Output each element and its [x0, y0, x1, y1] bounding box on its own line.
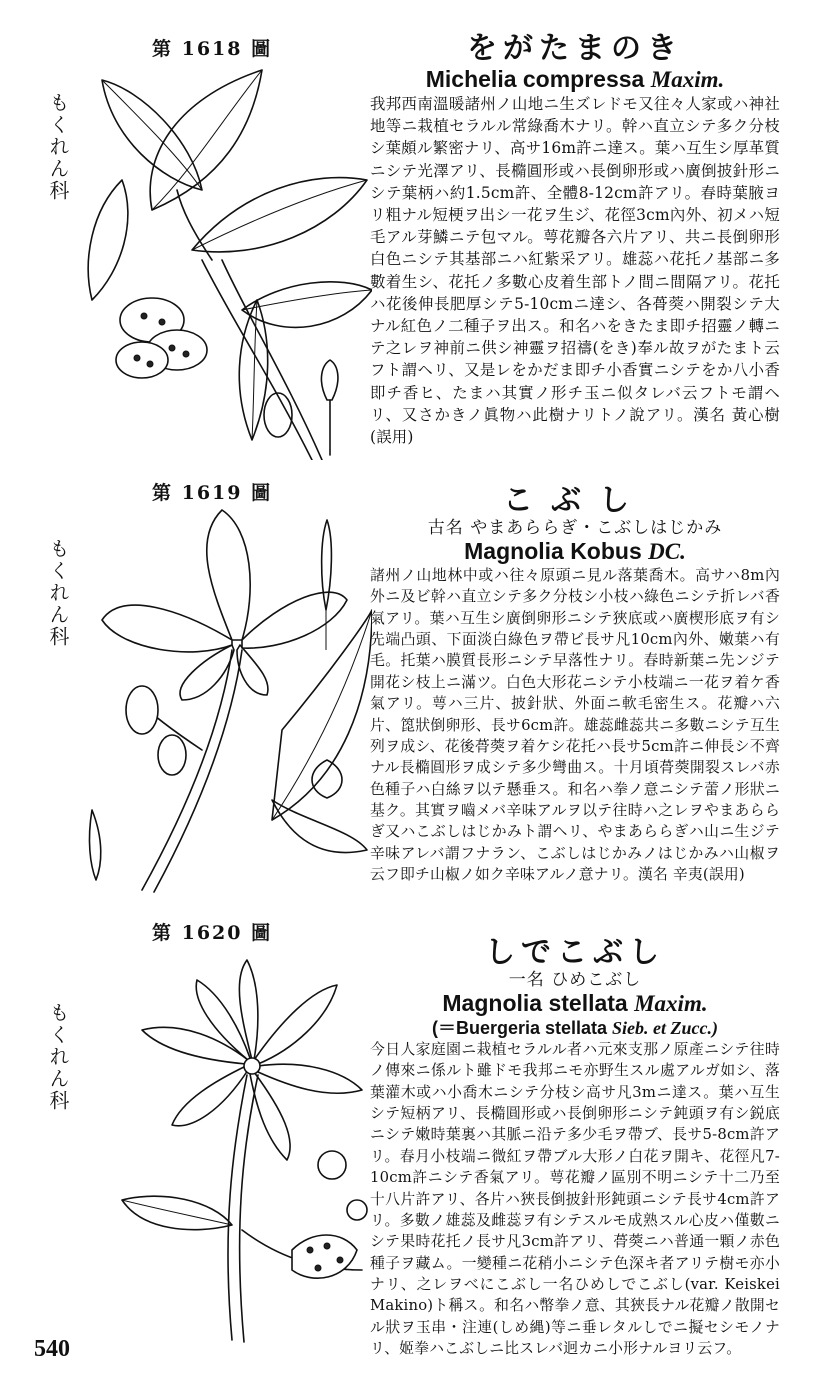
latin-genus-species: Magnolia Kobus [464, 538, 642, 564]
latin-name [370, 66, 780, 93]
alternate-name: 一名 ひめこぶし [508, 970, 642, 990]
branch-drawing [137, 650, 242, 892]
japanese-name: こぶし [503, 483, 647, 518]
branch-drawing [177, 190, 322, 460]
star-flower-drawing [142, 960, 362, 1160]
illustration-magnolia-kobus [82, 500, 372, 895]
flower-bud-detail-drawing [264, 360, 338, 455]
fruit-drawing [292, 1151, 367, 1278]
family-label: もくれん科 [46, 538, 70, 648]
leaf-drawing [272, 610, 372, 853]
family-label: もくれん科 [46, 92, 70, 202]
japanese-name: をがたまのき [467, 31, 683, 66]
latin-name [370, 990, 780, 1017]
synonym-name: (＝Buergeria stellata [431, 1018, 608, 1038]
bud-drawing [126, 686, 186, 775]
entry-michelia-compressa [370, 32, 780, 448]
family-label: もくれん科 [46, 1002, 70, 1112]
description: 今日人家庭園ニ栽植セラルル者ハ元來支那ノ原產ニシテ往時ノ傳來ニ係ルト雖ドモ我邦ニモ亦野生スル處アルガ如シ、落葉灌木或ハ小喬木ニシテ分枝シ高サ凡3mニ達ス。葉ハ互生シテ短柄アリ、長橢圓形或ハ長倒卵形ニシテ鈍頭ヲ有シ鋭底ニシテ嫩時葉裏ハ其脈ニ沿テ多少毛ヲ帶ブ、長サ5-8cm許アリ。春月小枝端ニ微紅ヲ帶ブル大形ノ白花ヲ開キ、花徑凡7-10cm許ニシテ香氣アリ。萼花瓣ノ區別不明ニシテ十二乃至十八片許アリ、各片ハ狹長倒披針形鈍頭ニシテ長サ4cm許アリ。多數ノ雄蕊及雌蕊ヲ有シテスルモ成熟スル心皮ハ僅數ニシテ果時花托ノ長サ凡3cm許アリ、蓇葖ニハ普通一顆ノ赤色種子ヲ藏ム。一變種ニ花稍小ニシテ色深キ者アリテ樹モ亦小ナリ、之レヲべにこぶし一名ひめしでこぶし(var. Keiskei Makino)ト稱ス。和名ハ幣拳ノ意、其狹長ナル花瓣ノ散開セル狀ヲ玉串・注連(しめ縄)等ニ垂レタルしでニ擬セシモノナリ、姬拳ハこぶしニ比スレバ迥カニ小形ナルヨリ云フ。 [370, 1041, 780, 1358]
illustration-magnolia-stellata [82, 950, 372, 1345]
description: 諸州ノ山地林中或ハ往々原頭ニ見ル落葉喬木。高サハ8m內外ニ及ビ幹ハ直立シテ多ク分枝シ小枝ハ綠色ニシテ折レバ香氣アリ。葉ハ互生シ廣倒卵形ニシテ狹底或ハ廣楔形底ヲ有シ先端凸頭、下面淡白綠色ヲ帶ビ長サ凡10cm內外、嫩葉ハ有毛。托葉ハ膜質長形ニシテ早落性ナリ。春時新葉ニ先ンジテ開花シ枝上ニ滿ツ。白色大形花ニシテ小枝端ニ一花ヲ着ケ香氣アリ。萼ハ三片、披針狀、外面ニ軟毛密生ス。花瓣ハ六片、箆狀倒卵形、長サ6cm許。雄蕊雌蕊共ニ多數ニシテ互生列ヲ成シ、花後蓇葖ヲ着ケシ花托ハ長サ5cm許ニ伸長シ不齊ナル長橢圓形ヲ成シテ多少彎曲ス。十月頃蓇葖開裂スレバ赤色種子ハ白絲ヲ以テ懸垂ス。和名ハ拳ノ意ニシテ蕾ノ形狀ニ基ク。其實ヲ嚙メバ辛味アルヲ以テ往時ハ之レヲやまあららぎ又ハこぶしはじかみト謂ヘリ、やまあららぎハ山ニ生ジテ辛味アレバ謂フナラン、こぶしはじかみノはじかみハ山椒ヲ云フ即チ山椒ノ如ク辛味アルノ意ナリ。漢名 辛夷(誤用) [370, 567, 780, 884]
branch-drawing [228, 1075, 362, 1342]
latin-genus-species: Michelia compressa [425, 66, 645, 92]
figure-label: 第 1620 圖 [152, 922, 273, 944]
description: 我邦西南溫暖諸州ノ山地ニ生ズレドモ又往々人家或ハ神社地等ニ栽植セラルル常綠喬木ナリ。幹ハ直立シテ多ク分枝シ葉頗ル繁密ナリ、高サ16m許ニ達ス。葉ハ互生シ厚革質ニシテ光澤アリ、長橢圓形或ハ長倒卵形或ハ廣倒披針形ニシテ葉柄ハ約1.5cm許、全體8-12cm許アリ。春時葉腋ヨリ粗ナル短梗ヲ出シ一花ヲ生ジ、花徑3cm內外、初メハ短毛アル芽鱗ニテ包マル。萼花瓣各六片アリ、共ニ長倒卵形白色ニシテ其基部ニハ紅紫采アリ。雄蕊ハ花托ノ基部ニ多數着生シ、花托ノ多數心皮着生部トノ間ニ間隔アリ。花托ハ花後伸長肥厚シテ5-10cmニ達シ、各蓇葖ハ開裂シテ大ナル紅色ノ二種子ヲ出ス。和名ハをきたま即チ招靈ノ轉ニテ之レヲ神前ニ供シ神靈ヲ招禱(をき)奉ル故ヲがたまト云フト謂ヘリ、又是レをかだま即チ小香實ニシテをか八小香即チ香ヒ、たまハ其實ノ形チ玉ニ似タレバ云フトモ謂ヘリ、又さかきノ眞物ハ此樹ナリトノ說アリ。漢名 黃心樹(誤用) [370, 95, 780, 447]
latin-name [370, 538, 780, 565]
leaf-drawing [88, 70, 372, 440]
latin-genus-species: Magnolia stellata [442, 990, 628, 1016]
latin-author: DC. [648, 539, 686, 564]
entry-magnolia-kobus [370, 484, 780, 885]
page-number: 540 [34, 1336, 70, 1362]
synonym-author: Sieb. et Zucc.) [612, 1018, 719, 1038]
illustration-michelia-compressa [82, 60, 372, 460]
figure-label: 第 1619 圖 [152, 482, 273, 504]
latin-author: Maxim. [650, 67, 725, 92]
leaf-drawing [122, 1196, 232, 1230]
figure-label: 第 1618 圖 [152, 38, 273, 60]
flower-drawing [102, 510, 347, 700]
entry-magnolia-stellata [370, 936, 780, 1359]
fruit-cluster-drawing [116, 298, 207, 378]
japanese-name: しでこぶし [485, 935, 665, 970]
alternate-name: 古名 やまあららぎ・こぶしはじかみ [427, 518, 723, 538]
latin-author: Maxim. [634, 991, 708, 1016]
synonym [370, 1017, 780, 1039]
